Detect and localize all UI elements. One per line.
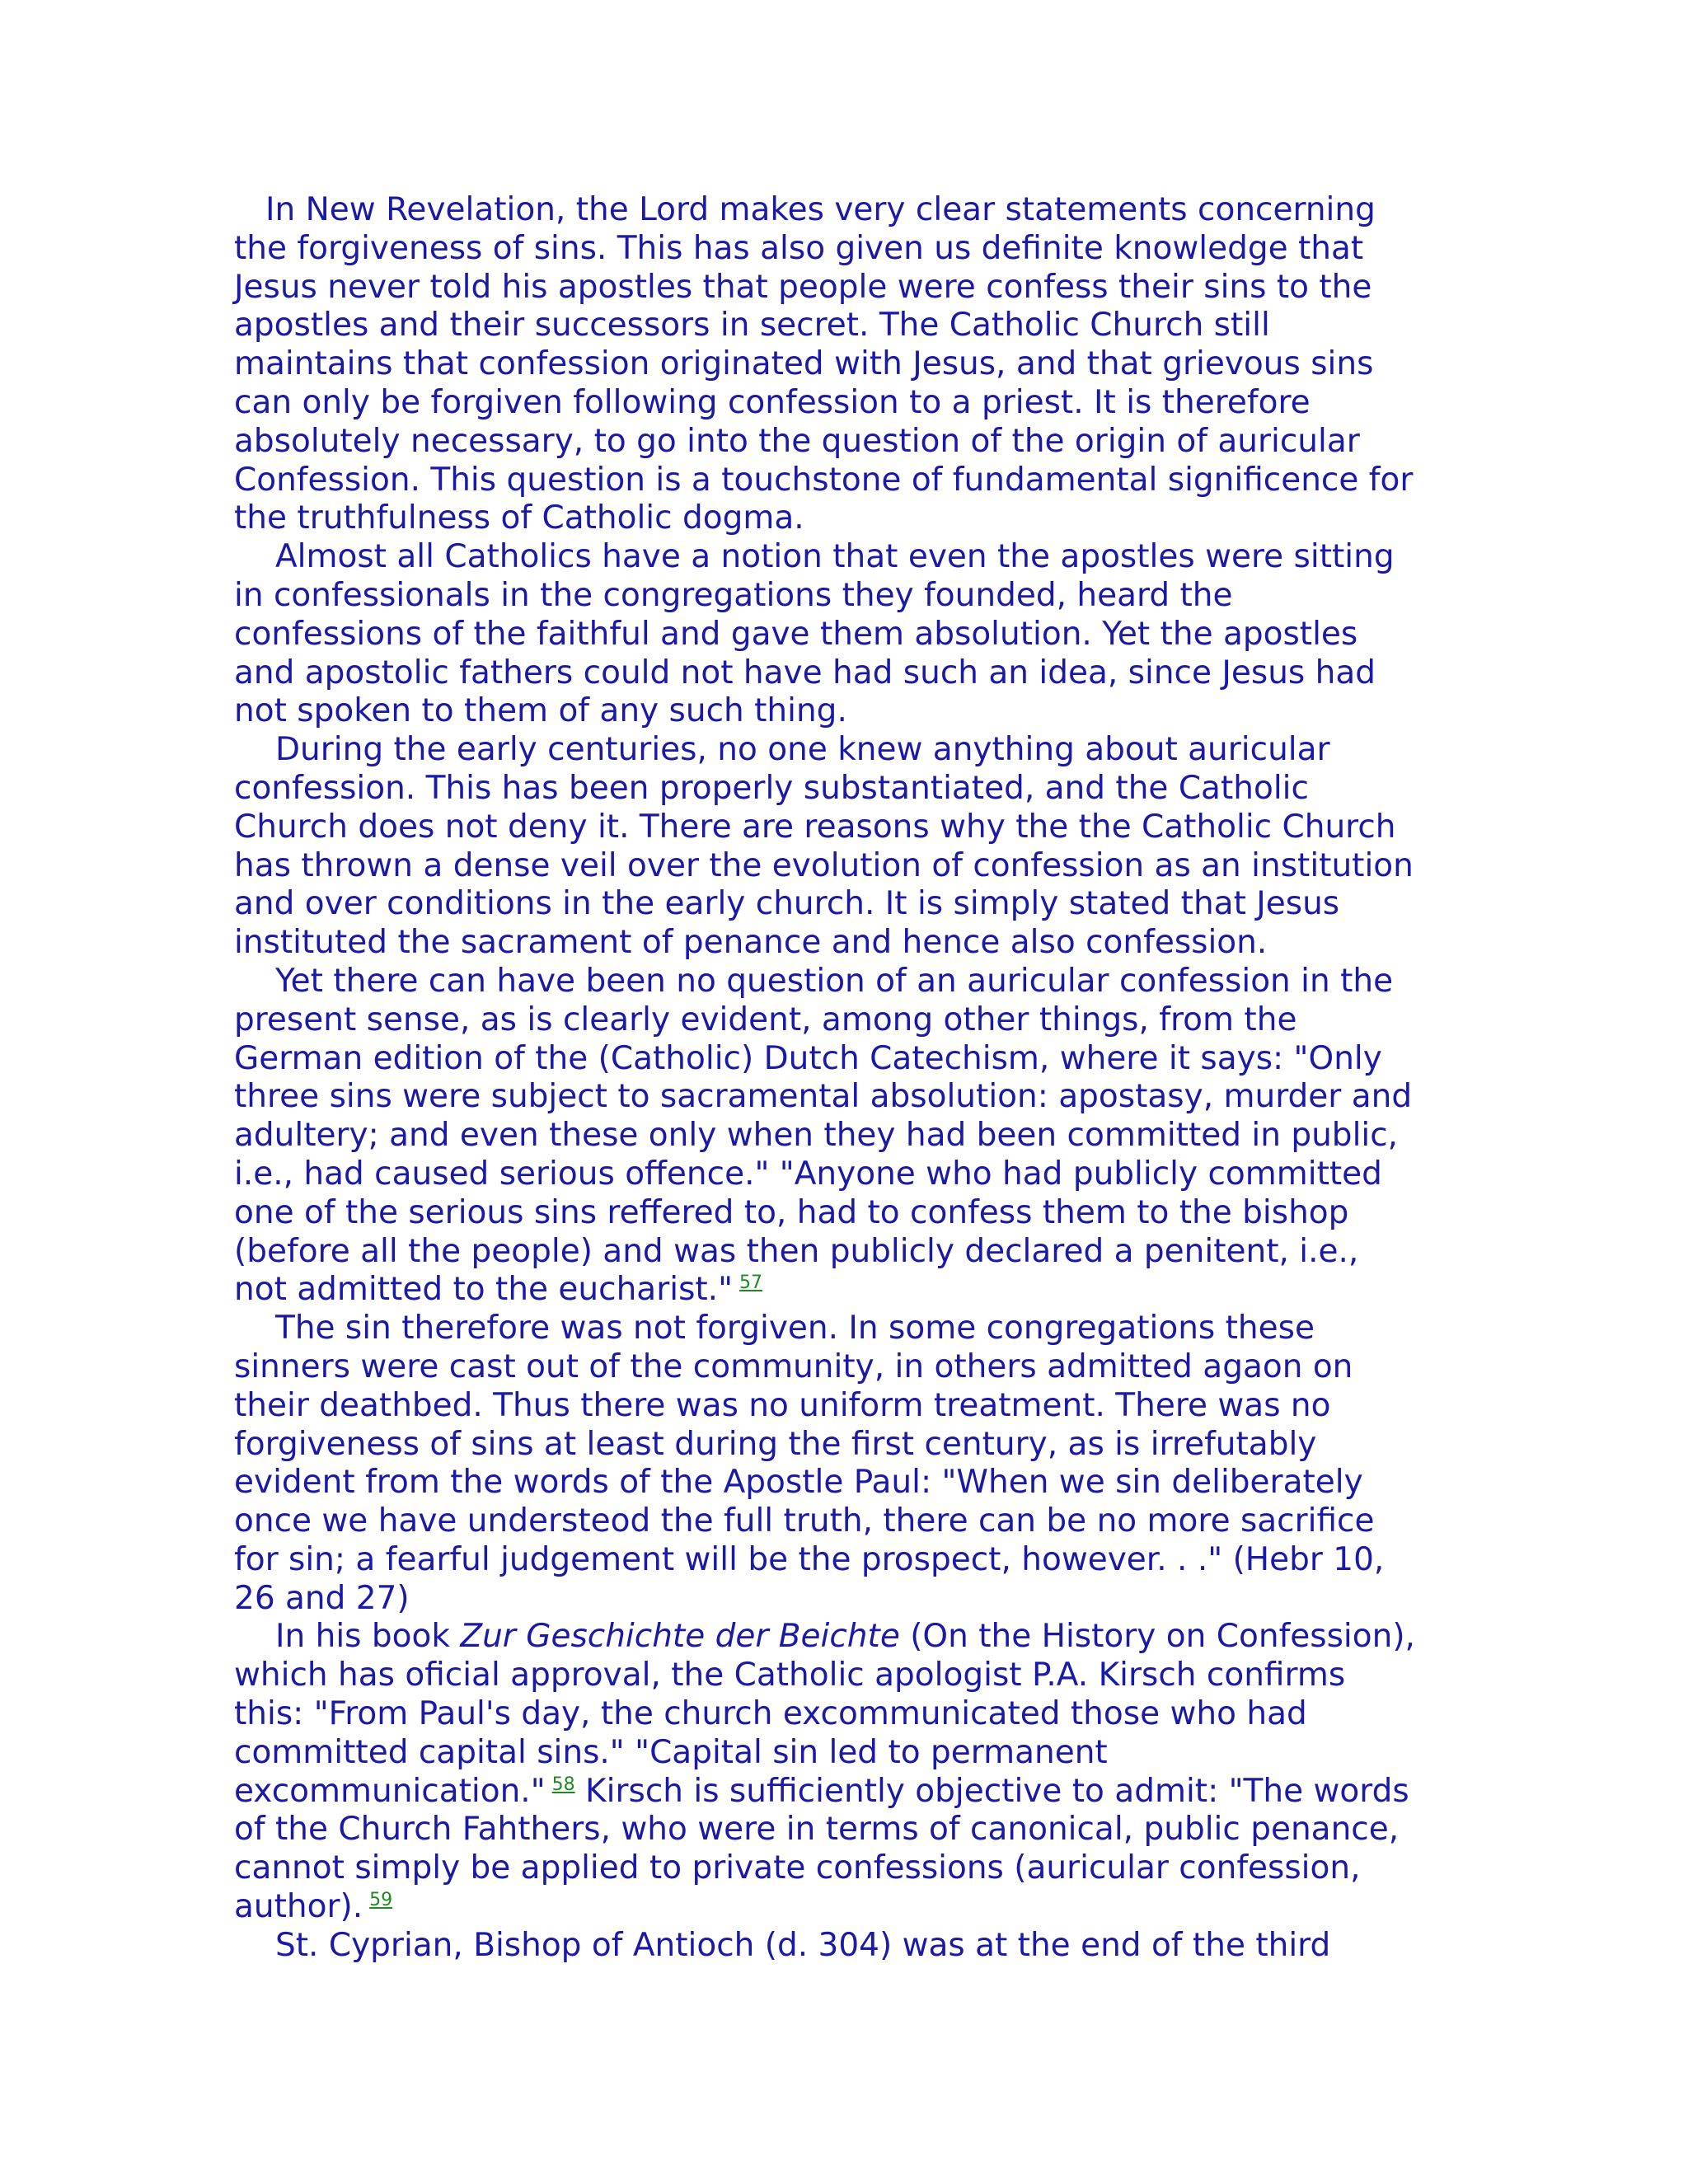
text-line: Yet there can have been no question of an auricular confession in the [275,962,1394,1000]
text-line: has thrown a dense veil over the evolution of confession as an institution [234,846,1414,884]
text-line: absolutely necessary, to go into the question of the origin of auricular [234,422,1360,460]
book-title: Zur Geschichte der Beichte [460,1618,900,1656]
paragraph-6 [234,1618,1470,1926]
text-line: The sin therefore was not forgiven. In some congregations these [275,1310,1315,1347]
text-line: Jesus never told his apostles that people were confess their sins to the [234,268,1372,306]
paragraph-3 [234,731,1470,963]
footnote-link-59[interactable]: 59 [369,1890,393,1911]
text-line: for sin; a fearful judgement will be the prospect, however. . ." (Hebr 10, [234,1540,1385,1578]
text-segment: In his book [275,1618,461,1656]
text-line: present sense, as is clearly evident, among other things, from the [234,1001,1297,1038]
text-line: Confession. This question is a touchstone of fundamental significence for [234,461,1414,499]
text-line: forgiveness of sins at least during the first century, as is irrefutably [234,1425,1317,1463]
text-line: can only be forgiven following confession to a priest. It is therefore [234,383,1311,421]
text-line: committed capital sins." "Capital sin led to permanent [234,1733,1108,1771]
text-line: i.e., had caused serious offence." "Anyone who had publicly committed [234,1155,1382,1193]
text-segment: (On the History on Confession), [899,1618,1415,1656]
text-segment: excommunication." [234,1772,546,1810]
paragraph-5 [234,1310,1470,1618]
text-line: which has oficial approval, the Catholic apologist P.A. Kirsch confirms [234,1657,1346,1694]
footnote-link-58[interactable]: 58 [551,1774,575,1795]
text-line: one of the serious sins reffered to, had to confess them to the bishop [234,1193,1349,1231]
text-line: During the early centuries, no one knew anything about auricular [275,731,1330,769]
text-line: apostles and their successors in secret. The Catholic Church still [234,307,1270,344]
text-line: instituted the sacrament of penance and hence also confession. [234,924,1268,962]
text-segment: Kirsch is sufficiently objective to admit: "The words [574,1772,1409,1810]
footnote-link-57[interactable]: 57 [739,1272,763,1294]
text-line: adultery; and even these only when they had been committed in public, [234,1117,1399,1155]
text-line [234,1271,1470,1310]
text-segment: not admitted to the eucharist." [234,1271,734,1309]
text-line: German edition of the (Catholic) Dutch Catechism, where it says: "Only [234,1039,1382,1077]
text-line: Almost all Catholics have a notion that even the apostles were sitting [275,538,1395,576]
text-line [234,1618,1470,1657]
text-line: evident from the words of the Apostle Paul: "When we sin deliberately [234,1464,1363,1502]
text-line: three sins were subject to sacramental absolution: apostasy, murder and [234,1078,1413,1116]
document-body [234,191,1470,1966]
text-line: and over conditions in the early church. It is simply stated that Jesus [234,885,1340,923]
text-line: the forgiveness of sins. This has also given us definite knowledge that [234,229,1364,267]
text-line [234,1773,1470,1811]
paragraph-1 [234,191,1470,538]
text-line: maintains that confession originated with Jesus, and that grievous sins [234,345,1374,383]
text-line: of the Church Fahthers, who were in terms of canonical, public penance, [234,1811,1400,1849]
text-line: and apostolic fathers could not have had such an idea, since Jesus had [234,654,1376,691]
paragraph-4 [234,963,1470,1310]
text-line: not spoken to them of any such thing. [234,692,847,730]
text-line: confession. This has been properly substantiated, and the Catholic [234,769,1309,807]
text-line: once we have understeod the full truth, there can be no more sacrifice [234,1502,1375,1540]
text-line: in confessionals in the congregations they founded, heard the [234,576,1233,614]
text-line: the truthfulness of Catholic dogma. [234,499,804,537]
text-line: (before all the people) and was then publicly declared a penitent, i.e., [234,1232,1359,1270]
text-line: cannot simply be applied to private confessions (auricular confession, [234,1849,1361,1887]
paragraph-2 [234,538,1470,731]
paragraph-7 [234,1927,1470,1966]
text-line: St. Cyprian, Bishop of Antioch (d. 304) was at the end of the third [275,1926,1331,1964]
text-line: In New Revelation, the Lord makes very clear statements concerning [265,191,1376,228]
text-line: their deathbed. Thus there was no uniform treatment. There was no [234,1386,1331,1424]
text-line: confessions of the faithful and gave them absolution. Yet the apostles [234,615,1358,653]
text-line: sinners were cast out of the community, in others admitted agaon on [234,1347,1353,1385]
text-line: Church does not deny it. There are reasons why the the Catholic Church [234,808,1396,846]
text-line: this: "From Paul's day, the church excommunicated those who had [234,1695,1307,1733]
text-line: 26 and 27) [234,1579,410,1617]
text-line [234,1888,1470,1927]
text-segment: author). [234,1888,363,1926]
